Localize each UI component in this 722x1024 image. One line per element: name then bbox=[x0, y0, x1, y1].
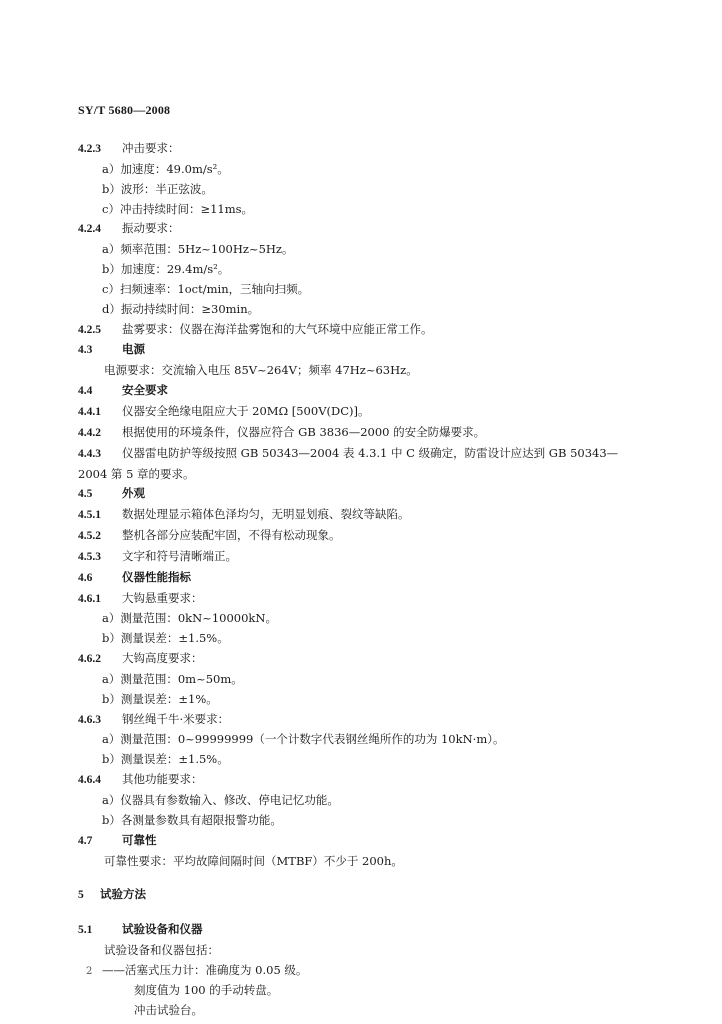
clause-number: 4.6 bbox=[78, 571, 93, 584]
clause-number: 5 bbox=[78, 889, 84, 902]
clause-line bbox=[78, 381, 648, 402]
clause-text: d）振动持续时间：≥30min。 bbox=[102, 301, 260, 316]
clause-line bbox=[78, 320, 648, 341]
clause-text: a）频率范围：5Hz~100Hz~5Hz。 bbox=[102, 242, 294, 257]
clause-text: a）测量范围：0m~50m。 bbox=[102, 671, 243, 686]
clause-number: 4.5 bbox=[78, 488, 93, 501]
clause-text: 大钩悬重要求： bbox=[122, 590, 203, 605]
text-line bbox=[78, 730, 648, 750]
clause-number: 4.6.3 bbox=[78, 713, 101, 726]
clause-text: 盐雾要求：仪器在海洋盐雾饱和的大气环境中应能正常工作。 bbox=[122, 321, 433, 336]
clause-heading: 电源 bbox=[122, 342, 145, 357]
clause-text: b）测量误差：±1%。 bbox=[102, 691, 218, 706]
text-line bbox=[78, 160, 648, 180]
clause-text: b）测量误差：±1.5%。 bbox=[102, 752, 229, 767]
text-line bbox=[78, 300, 648, 320]
page-number: 2 bbox=[86, 966, 93, 977]
section-gap bbox=[78, 871, 648, 885]
clause-number: 4.4.1 bbox=[78, 405, 101, 418]
clause-text: 根据使用的环境条件，仪器应符合 GB 3836—2000 的安全防爆要求。 bbox=[122, 424, 486, 439]
clause-text: a）测量范围：0~99999999（一个计数字代表钢丝绳所作的功为 10kN·m）。 bbox=[102, 732, 505, 747]
clause-number: 4.6.1 bbox=[78, 592, 101, 605]
clause-line bbox=[78, 219, 648, 240]
clause-line bbox=[78, 444, 648, 465]
clause-line bbox=[78, 710, 648, 731]
clause-line bbox=[78, 547, 648, 568]
clause-text: b）测量误差：±1.5%。 bbox=[102, 631, 229, 646]
text-line bbox=[78, 981, 648, 1001]
clause-line bbox=[78, 589, 648, 610]
clause-text: 数据处理显示箱体色泽均匀，无明显划痕、裂纹等缺陷。 bbox=[122, 507, 410, 522]
text-line bbox=[78, 609, 648, 629]
clause-line bbox=[78, 885, 648, 906]
clause-line bbox=[78, 831, 648, 852]
clause-text: a）测量范围：0kN~10000kN。 bbox=[102, 611, 277, 626]
clause-text: c）冲击持续时间：≥11ms。 bbox=[102, 201, 254, 216]
section-gap bbox=[78, 906, 648, 920]
clause-line bbox=[78, 568, 648, 589]
text-line bbox=[78, 200, 648, 220]
clause-line bbox=[78, 770, 648, 791]
text-line bbox=[78, 361, 648, 381]
clause-text: 整机各部分应装配牢固，不得有松动现象。 bbox=[122, 528, 341, 543]
clause-heading: 外观 bbox=[122, 486, 145, 501]
clause-text: 试验设备和仪器包括： bbox=[104, 943, 219, 958]
clause-line bbox=[78, 649, 648, 670]
clause-text: a）仪器具有参数输入、修改、停电记忆功能。 bbox=[102, 793, 339, 807]
clause-text: 冲击试验台。 bbox=[134, 1002, 203, 1017]
clause-line bbox=[78, 484, 648, 505]
clause-line bbox=[78, 402, 648, 423]
clause-number: 4.3 bbox=[78, 344, 93, 357]
text-line bbox=[78, 961, 648, 981]
text-line bbox=[78, 852, 648, 872]
clause-text: 刻度值为 100 的手动转盘。 bbox=[134, 982, 279, 997]
clause-number: 4.2.3 bbox=[78, 143, 101, 155]
clause-text: 仪器雷电防护等级按照 GB 50343—2004 表 4.3.1 中 C 级确定，防雷设计应达到 GB 50343— bbox=[122, 445, 619, 460]
clause-heading: 试验设备和仪器 bbox=[122, 922, 203, 937]
clause-number: 4.5.1 bbox=[78, 509, 101, 522]
clause-text: 电源要求：交流输入电压 85V~264V；频率 47Hz~63Hz。 bbox=[104, 363, 418, 378]
clause-line bbox=[78, 340, 648, 361]
clause-number: 4.6.4 bbox=[78, 774, 101, 787]
clause-text: 其他功能要求： bbox=[122, 772, 203, 787]
clause-text: b）加速度：29.4m/s²。 bbox=[102, 262, 230, 277]
clause-text: 仪器安全绝缘电阻应大于 20MΩ [500V(DC)]。 bbox=[122, 403, 370, 418]
clause-text: b）波形：半正弦波。 bbox=[102, 181, 213, 196]
clause-text: 可靠性要求：平均故障间隔时间（MTBF）不少于 200h。 bbox=[104, 853, 403, 868]
clause-line bbox=[78, 423, 648, 444]
text-line bbox=[78, 690, 648, 710]
clause-text: b）各测量参数具有超限报警功能。 bbox=[102, 812, 282, 827]
clause-heading: 试验方法 bbox=[100, 887, 146, 902]
text-line bbox=[78, 465, 648, 485]
clause-heading: 可靠性 bbox=[122, 832, 157, 847]
text-line bbox=[78, 629, 648, 649]
clause-text: 钢丝绳千牛·米要求： bbox=[122, 711, 230, 726]
clause-number: 5.1 bbox=[78, 924, 93, 937]
clause-text: 文字和符号清晰端正。 bbox=[122, 548, 237, 563]
text-line bbox=[78, 750, 648, 770]
clause-number: 4.5.2 bbox=[78, 530, 101, 543]
text-line bbox=[78, 1001, 648, 1021]
clause-heading: 安全要求 bbox=[122, 383, 168, 398]
clause-text: a）加速度：49.0m/s²。 bbox=[102, 161, 229, 176]
clause-line bbox=[78, 139, 648, 160]
text-line bbox=[78, 280, 648, 300]
clause-text: 冲击要求： bbox=[122, 141, 180, 155]
clause-number: 4.2.4 bbox=[78, 223, 101, 236]
clause-number: 4.6.2 bbox=[78, 653, 101, 666]
text-line bbox=[78, 180, 648, 200]
clause-line bbox=[78, 920, 648, 941]
document-code: SY/T 5680—2008 bbox=[78, 103, 171, 117]
clause-heading: 仪器性能指标 bbox=[122, 569, 191, 584]
clause-text: 大钩高度要求： bbox=[122, 651, 203, 666]
document-body bbox=[78, 139, 648, 1020]
clause-text: ——活塞式压力计：准确度为 0.05 级。 bbox=[102, 962, 308, 977]
clause-number: 4.4 bbox=[78, 385, 93, 398]
text-line bbox=[78, 811, 648, 831]
clause-line bbox=[78, 505, 648, 526]
clause-text: 2004 第 5 章的要求。 bbox=[78, 466, 195, 481]
text-line bbox=[78, 941, 648, 961]
clause-number: 4.7 bbox=[78, 834, 93, 847]
clause-number: 4.2.5 bbox=[78, 323, 101, 336]
clause-number: 4.5.3 bbox=[78, 550, 101, 563]
clause-number: 4.4.2 bbox=[78, 426, 101, 439]
text-line bbox=[78, 240, 648, 260]
clause-text: c）扫频速率：1oct/min，三轴向扫频。 bbox=[102, 281, 310, 296]
text-line bbox=[78, 791, 648, 811]
text-line bbox=[78, 260, 648, 280]
text-line bbox=[78, 670, 648, 690]
clause-number: 4.4.3 bbox=[78, 447, 101, 460]
clause-line bbox=[78, 526, 648, 547]
clause-text: 振动要求： bbox=[122, 221, 180, 236]
